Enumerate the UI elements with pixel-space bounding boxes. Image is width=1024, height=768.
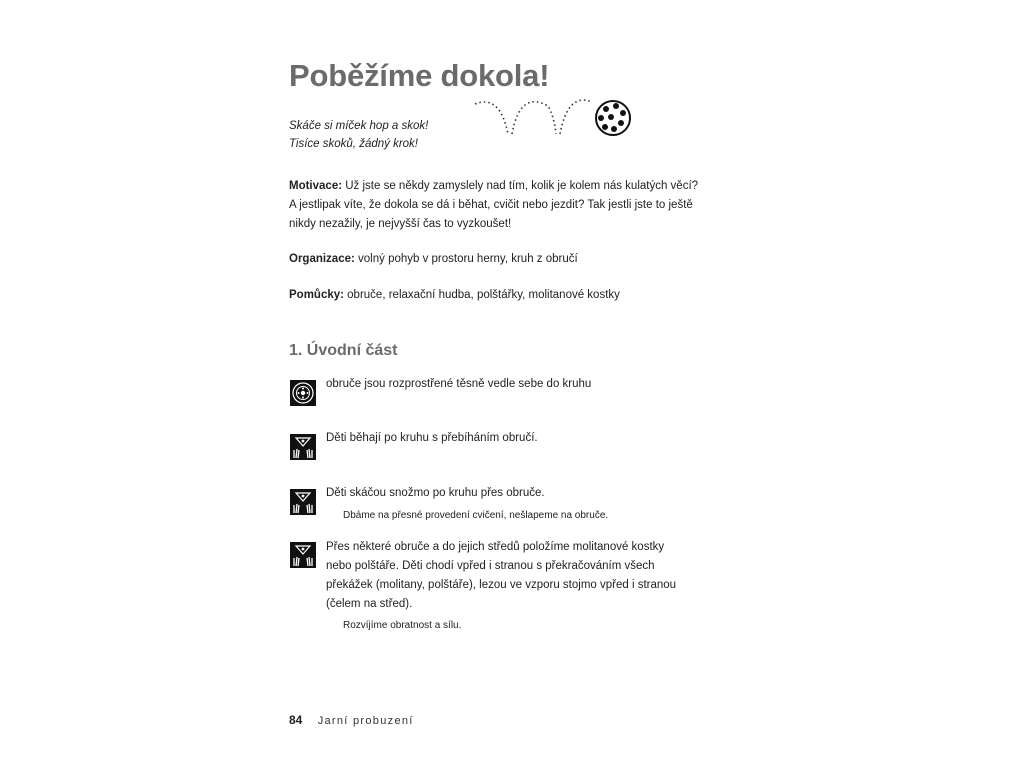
children-hands-icon — [290, 542, 316, 568]
step-3-text: Děti skáčou snožmo po kruhu přes obruče. — [326, 487, 545, 499]
rhyme-line-1: Skáče si míček hop a skok! — [289, 120, 429, 132]
children-hands-icon — [290, 489, 316, 515]
motivation-line-1: Už jste se někdy zamyslely nad tím, kolik je kolem nás kulatých věcí? — [342, 180, 699, 192]
rhyme — [289, 117, 428, 153]
aids-text: obruče, relaxační hudba, polštářky, molitanové kostky — [343, 289, 620, 301]
organization-paragraph — [289, 250, 729, 269]
page-footer — [289, 713, 414, 727]
page-title: Poběžíme dokola! — [289, 58, 550, 93]
bouncing-ball-illustration — [470, 96, 635, 140]
aids-label: Pomůcky: — [289, 289, 344, 301]
step-4-line-4: (čelem na střed). — [326, 598, 413, 610]
motivation-line-3: nikdy nezažily, je nejvyšší čas to vyzkoušet! — [289, 218, 512, 230]
rhyme-line-2: Tisíce skoků, žádný krok! — [289, 138, 418, 150]
organization-text: volný pohyb v prostoru herny, kruh z obručí — [354, 253, 578, 265]
motivation-paragraph — [289, 177, 729, 234]
children-hands-icon — [290, 434, 316, 460]
ball-icon — [596, 101, 630, 135]
aids-paragraph — [289, 286, 729, 305]
step-2-text: Děti běhají po kruhu s přebíháním obručí. — [326, 432, 538, 444]
step-3-note: Dbáme na přesné provedení cvičení, nešlapeme na obruče. — [343, 510, 609, 521]
step-4-line-3: překážek (molitany, polštáře), lezou ve vzporu stojmo vpřed i stranou — [326, 579, 677, 591]
section-heading: 1. Úvodní část — [289, 342, 398, 359]
step-4-note: Rozvíjíme obratnost a sílu. — [343, 620, 462, 631]
page-number: 84 — [289, 713, 303, 727]
step-4-line-2: nebo polštáře. Děti chodí vpřed i stranou s překračováním všech — [326, 560, 655, 572]
step-4-line-1: Přes některé obruče a do jejich středů položíme molitanové kostky — [326, 541, 665, 553]
hoops-circle-icon — [290, 380, 316, 406]
motivation-line-2: A jestlipak víte, že dokola se dá i běhat, cvičit nebo jezdit? Tak jestli jste to ještě — [289, 199, 693, 211]
step-4-text — [326, 538, 726, 614]
chapter-title: Jarní probuzení — [317, 715, 414, 727]
step-1-text: obruče jsou rozprostřené těsně vedle sebe do kruhu — [326, 378, 592, 390]
motivation-label: Motivace: — [289, 180, 343, 192]
organization-label: Organizace: — [289, 253, 355, 265]
